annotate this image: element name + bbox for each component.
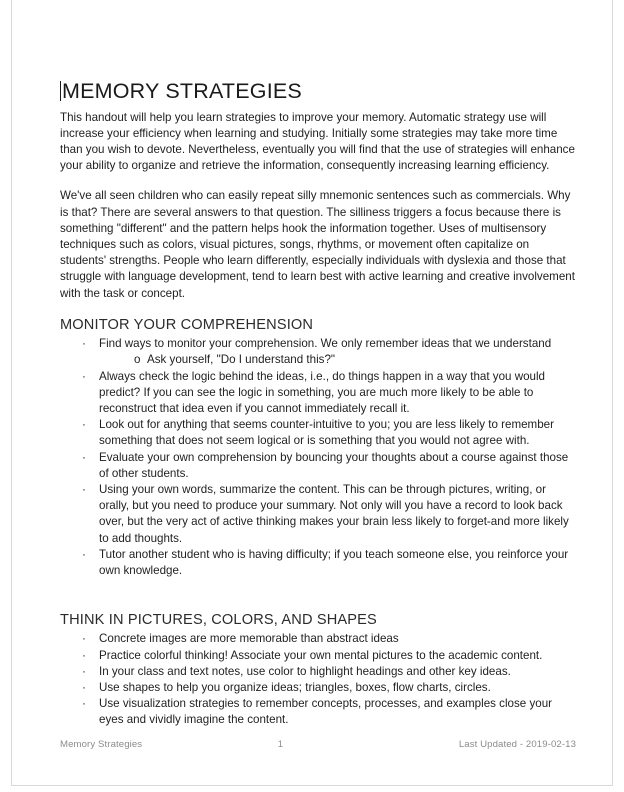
bullet-marker-icon: · (82, 450, 86, 464)
list-item (60, 369, 576, 418)
list-item (60, 680, 576, 696)
page-title (60, 80, 576, 104)
list-item (60, 547, 576, 579)
document-body (60, 80, 576, 729)
page-title-text: MEMORY STRATEGIES (62, 79, 302, 103)
footer-document-name: Memory Strategies (60, 739, 143, 750)
bullet-marker-icon: · (82, 648, 86, 662)
page-footer (60, 739, 576, 750)
list-item (60, 696, 576, 728)
list-item-text: In your class and text notes, use color to highlight headings and other key ideas. (99, 664, 511, 678)
bullet-marker-icon: · (82, 681, 86, 694)
bullet-marker-icon: · (82, 337, 86, 351)
list-item (60, 336, 576, 368)
bullet-marker-icon: · (82, 632, 86, 646)
sub-bullet-marker-icon: o (134, 353, 141, 367)
list-item (60, 482, 576, 547)
list-item (60, 648, 576, 664)
list-item-text: Look out for anything that seems counter-intuitive to you; you are less likely to remember something that does not seem logical or is something that you would not agree with. (99, 418, 554, 448)
sub-list-item-text: Ask yourself, "Do I understand this?" (147, 353, 336, 367)
bullet-list-monitor-your-comprehension (60, 336, 576, 579)
list-item-text: Use shapes to help you organize ideas; triangles, boxes, flow charts, circles. (99, 681, 491, 694)
list-item-text: Concrete images are more memorable than abstract ideas (99, 632, 399, 646)
list-item-text: Using your own words, summarize the content. This can be through pictures, writing, or orally, but you need to produce your summary. Not only will you have a record to look back over, but the very act of active thinking makes your brain less likely to forget-and more likely to add thoughts. (99, 482, 569, 545)
list-item (60, 417, 576, 449)
text-caret (60, 81, 61, 101)
bullet-marker-icon: · (82, 697, 86, 711)
bullet-marker-icon: · (82, 482, 86, 496)
list-item-text: Tutor another student who is having difficulty; if you teach someone else, you reinforce your own knowledge. (99, 547, 569, 577)
intro-paragraph-2: We've all seen children who can easily repeat silly mnemonic sentences such as commercials. Why is that? There are several answers to that question. The silliness triggers a focus because there is something "different" and the pattern helps hook the information together. Uses of multisensory techniques such as colors, visual pictures, songs, rhythms, or movement often capitalize on students' strengths. People who learn differently, especially individuals with dyslexia and those that struggle with language development, tend to learn best with active learning and creative involvement with the task or concept. (60, 189, 575, 300)
section-spacer (60, 579, 576, 609)
section-heading-think-in-pictures-colors-and-shapes: THINK IN PICTURES, COLORS, AND SHAPES (60, 612, 377, 629)
footer-page-number: 1 (277, 739, 284, 750)
list-item-text: Use visualization strategies to remember concepts, processes, and examples close your eyes and vividly imagine the content. (99, 697, 553, 727)
list-item (60, 631, 576, 647)
list-item (60, 450, 576, 482)
bullet-marker-icon: · (82, 418, 86, 432)
sub-bullet-list (99, 352, 576, 368)
section-heading-monitor-your-comprehension: MONITOR YOUR COMPREHENSION (60, 316, 314, 333)
list-item-text: Find ways to monitor your comprehension. We only remember ideas that we understand (99, 337, 552, 351)
bullet-marker-icon: · (82, 664, 86, 678)
list-item-text: Practice colorful thinking! Associate your own mental pictures to the academic content. (99, 648, 543, 662)
bullet-marker-icon: · (82, 369, 86, 383)
intro-paragraph-1: This handout will help you learn strategies to improve your memory. Automatic strategy use will increase your efficiency when learning and studying. Initially some strategies may take more time than you wish to devote. Nevertheless, eventually you will find that the use of strategies will enhance your ability to organize and retrieve the information, consequently increasing learning efficiency. (60, 110, 575, 173)
bullet-list-think-in-pictures-colors-and-shapes (60, 631, 576, 728)
footer-last-updated: Last Updated - 2019-02-13 (458, 739, 576, 750)
sub-list-item (99, 352, 576, 368)
list-item (60, 664, 576, 680)
bullet-marker-icon: · (82, 547, 86, 561)
list-item-text: Evaluate your own comprehension by bouncing your thoughts about a course against those of other students. (99, 450, 569, 480)
list-item-text: Always check the logic behind the ideas, i.e., do things happen in a way that you would predict? If you can see the logic in something, you are much more likely to be able to reconstruct that idea even if you cannot immediately recall it. (99, 369, 545, 415)
